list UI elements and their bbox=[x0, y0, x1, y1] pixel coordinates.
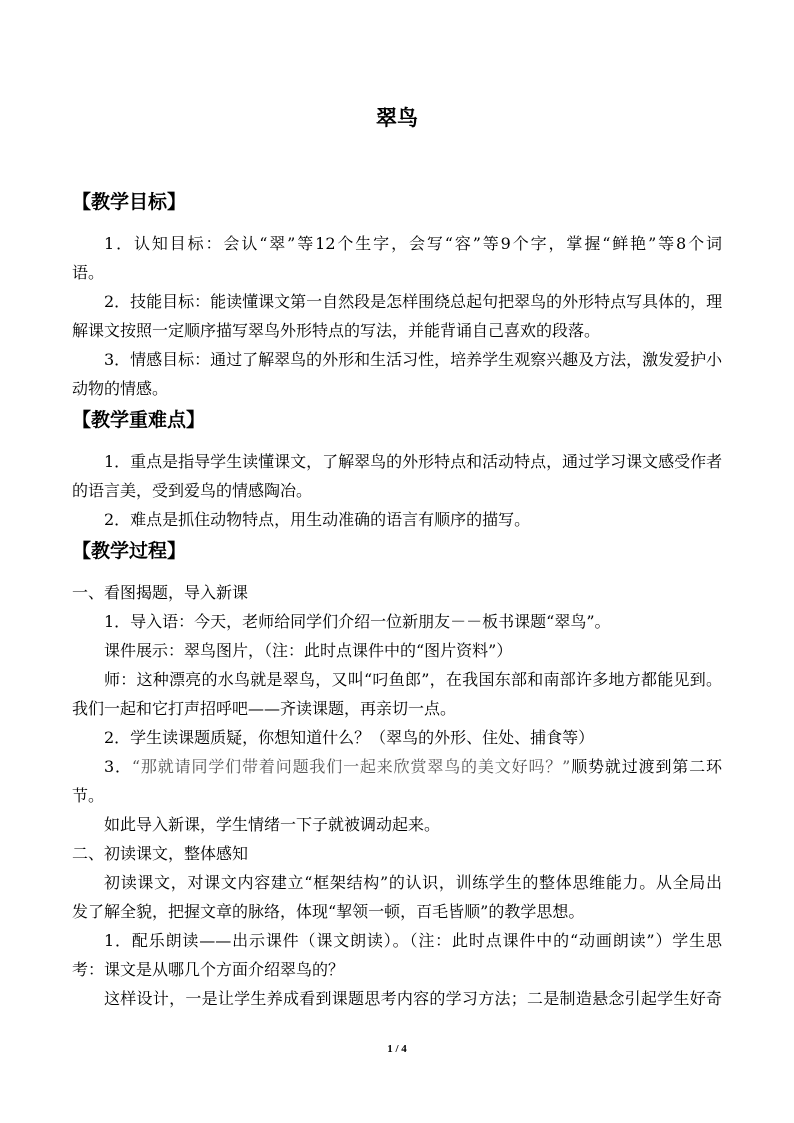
text-line: 课件展示：翠鸟图片，（注：此时点课件中的“图片资料”） bbox=[104, 641, 513, 660]
text-line: 1．导入语：今天，老师给同学们介绍一位新朋友－－板书课题“翠鸟”。 bbox=[104, 612, 611, 631]
paragraph bbox=[72, 345, 722, 403]
text-line: 语。 bbox=[72, 263, 105, 282]
paragraph bbox=[72, 447, 722, 505]
text-line: 2．技能目标：能读懂课文第一自然段是怎样围绕总起句把翠鸟的外形特点写具体的，理 bbox=[104, 292, 723, 311]
section-heading-difficulties: 【教学重难点】 bbox=[72, 409, 206, 431]
text-line: 如此导入新课，学生情绪一下子就被调动起来。 bbox=[104, 815, 441, 834]
quoted-question: “那就请同学们带着问题我们一起来欣赏翠鸟的美文好吗？” bbox=[131, 757, 571, 776]
text-line: 1．配乐朗读——出示课件（课文朗读）。（注：此时点课件中的“动画朗读”）学生思 bbox=[104, 931, 722, 950]
paragraph bbox=[72, 287, 722, 345]
line-rest: 顺势就过渡到第二环 bbox=[570, 757, 722, 776]
paragraph bbox=[72, 984, 722, 1013]
text-line: 我们一起和它打声招呼吧——齐读课题，再亲切一点。 bbox=[72, 699, 457, 718]
subsection-heading: 二、初读课文，整体感知 bbox=[72, 844, 249, 863]
text-line bbox=[72, 752, 722, 781]
section-heading-goals: 【教学目标】 bbox=[72, 191, 187, 213]
text-line: 发了解全貌，把握文章的脉络，体现“挈领一顿，百毛皆顺”的教学思想。 bbox=[72, 902, 585, 921]
text-line: 2．学生读课题质疑，你想知道什么？（翠鸟的外形、住处、捕食等） bbox=[104, 728, 595, 747]
paragraph bbox=[72, 926, 722, 984]
paragraph bbox=[72, 752, 722, 810]
document-body bbox=[72, 104, 722, 1013]
page-indicator: 1 / 4 bbox=[387, 1043, 407, 1055]
paragraph bbox=[72, 505, 722, 534]
text-line: 2．难点是抓住动物特点，用生动准确的语言有顺序的描写。 bbox=[104, 510, 531, 529]
text-line: 考：课文是从哪几个方面介绍翠鸟的？ bbox=[72, 960, 345, 979]
section-heading-process: 【教学过程】 bbox=[72, 540, 187, 562]
subsection-heading: 一、看图揭题，导入新课 bbox=[72, 583, 249, 602]
text-line: 师：这种漂亮的水鸟就是翠鸟，又叫“叼鱼郎”，在我国东部和南部许多地方都能见到。 bbox=[104, 670, 722, 689]
text-line: 1．重点是指导学生读懂课文，了解翠鸟的外形特点和活动特点，通过学习课文感受作者 bbox=[104, 452, 723, 471]
paragraph bbox=[72, 229, 722, 287]
page-title: 翠鸟 bbox=[376, 105, 418, 130]
text-line: 动物的情感。 bbox=[72, 379, 169, 398]
text-line: 这样设计，一是让学生养成看到课题思考内容的学习方法；二是制造悬念引起学生好奇 bbox=[104, 989, 722, 1008]
paragraph bbox=[72, 665, 722, 723]
text-line: 解课文按照一定顺序描写翠鸟外形特点的写法，并能背诵自己喜欢的段落。 bbox=[72, 321, 601, 340]
text-line: 的语言美，受到爱鸟的情感陶冶。 bbox=[72, 481, 313, 500]
text-line: 初读课文，对课文内容建立“框架结构”的认识，训练学生的整体思维能力。从全局出 bbox=[104, 873, 722, 892]
line-prefix: 3． bbox=[104, 757, 132, 776]
text-line: 节。 bbox=[72, 786, 105, 805]
paragraph bbox=[72, 868, 722, 926]
text-line: 1．认知目标：会认“翠”等12个生字，会写“容”等9个字，掌握“鲜艳”等8个词 bbox=[104, 234, 722, 253]
text-line: 3．情感目标：通过了解翠鸟的外形和生活习性，培养学生观察兴趣及方法，激发爱护小 bbox=[104, 350, 723, 369]
